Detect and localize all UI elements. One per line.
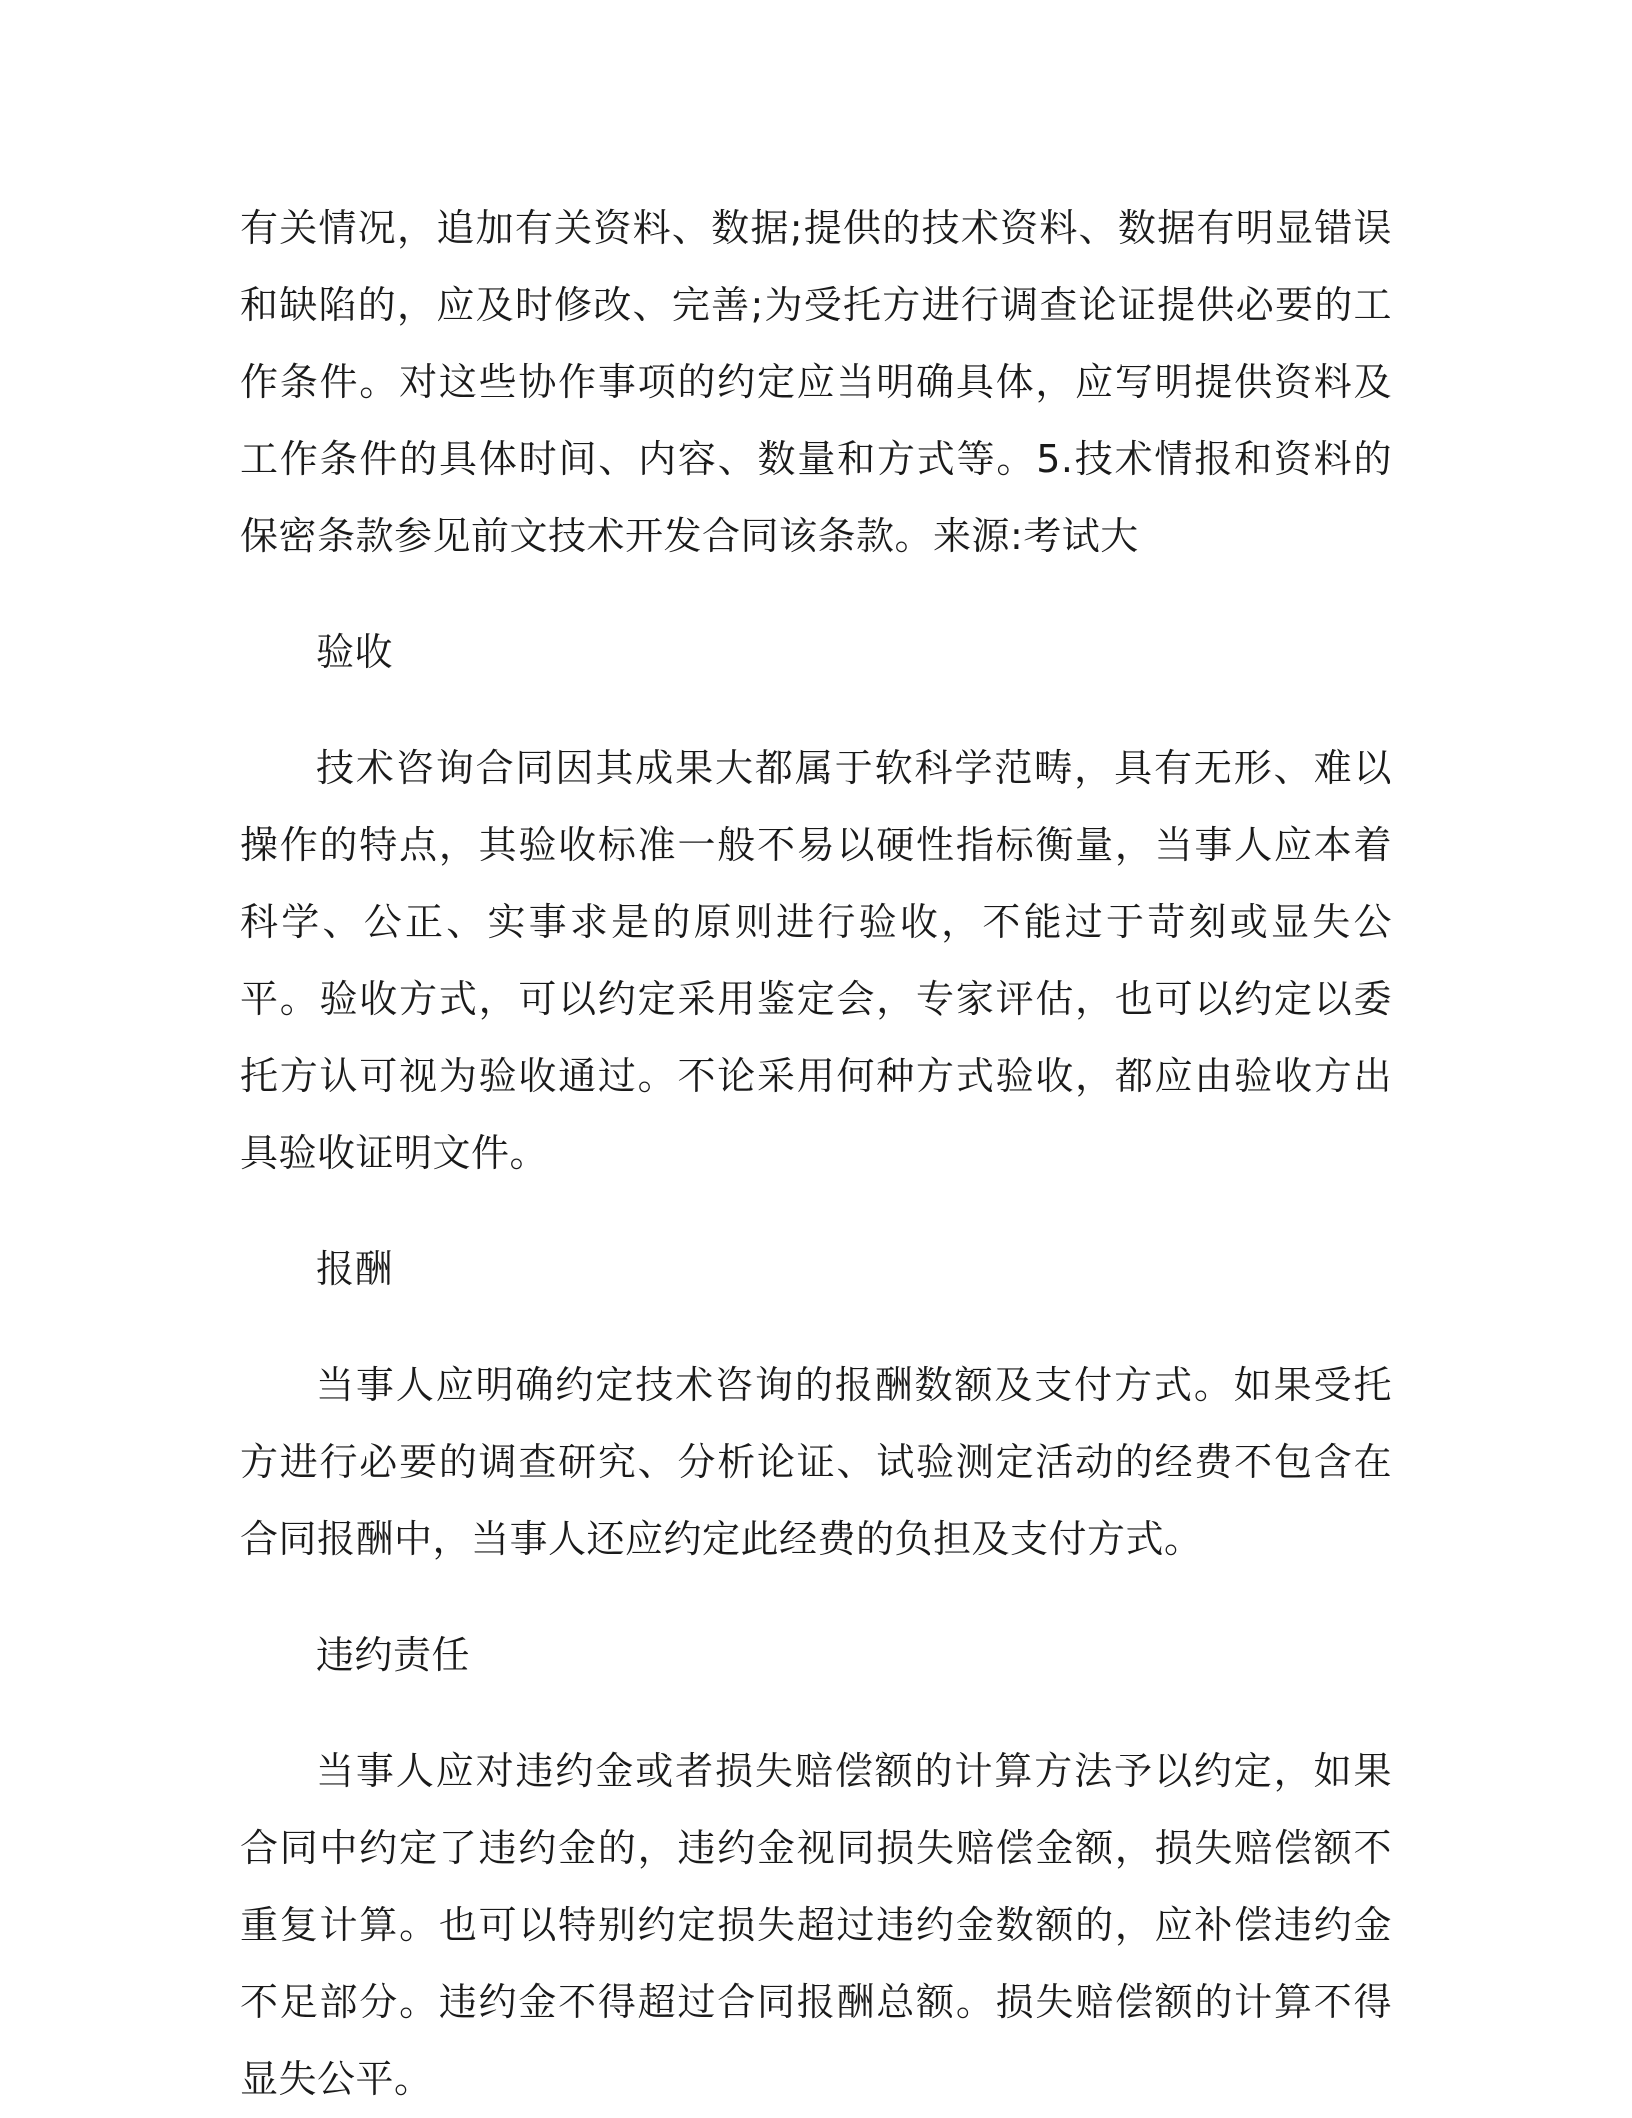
liability-heading: 违约责任 — [316, 1633, 471, 1677]
remuneration-heading: 报酬 — [316, 1247, 394, 1291]
acceptance-paragraph: 技术咨询合同因其成果大都属于软科学范畴，具有无形、难以操作的特点，其验收标准一般不易以硬性指标衡量，当事人应本着科学、公正、实事求是的原则进行验收，不能过于苛刻或显失公平。验收方式，可以约定采用鉴定会，专家评估，也可以约定以委托方认可视为验收通过。不论采用何种方式验收，都应由验收方出具验收证明文件。 — [240, 746, 1392, 1175]
document-body — [240, 190, 1392, 2118]
intro-paragraph: 有关情况，追加有关资料、数据;提供的技术资料、数据有明显错误和缺陷的，应及时修改、完善;为受托方进行调查论证提供必要的工作条件。对这些协作事项的约定应当明确具体，应写明提供资料及工作条件的具体时间、内容、数量和方式等。5.技术情报和资料的保密条款参见前文技术开发合同该条款。来源:考试大 — [240, 206, 1392, 558]
liability-paragraph: 当事人应对违约金或者损失赔偿额的计算方法予以约定，如果合同中约定了违约金的，违约金视同损失赔偿金额，损失赔偿额不重复计算。也可以特别约定损失超过违约金数额的，应补偿违约金不足部分。违约金不得超过合同报酬总额。损失赔偿额的计算不得显失公平。 — [240, 1749, 1392, 2101]
acceptance-heading: 验收 — [316, 630, 394, 674]
remuneration-paragraph: 当事人应明确约定技术咨询的报酬数额及支付方式。如果受托方进行必要的调查研究、分析论证、试验测定活动的经费不包含在合同报酬中，当事人还应约定此经费的负担及支付方式。 — [240, 1363, 1392, 1561]
